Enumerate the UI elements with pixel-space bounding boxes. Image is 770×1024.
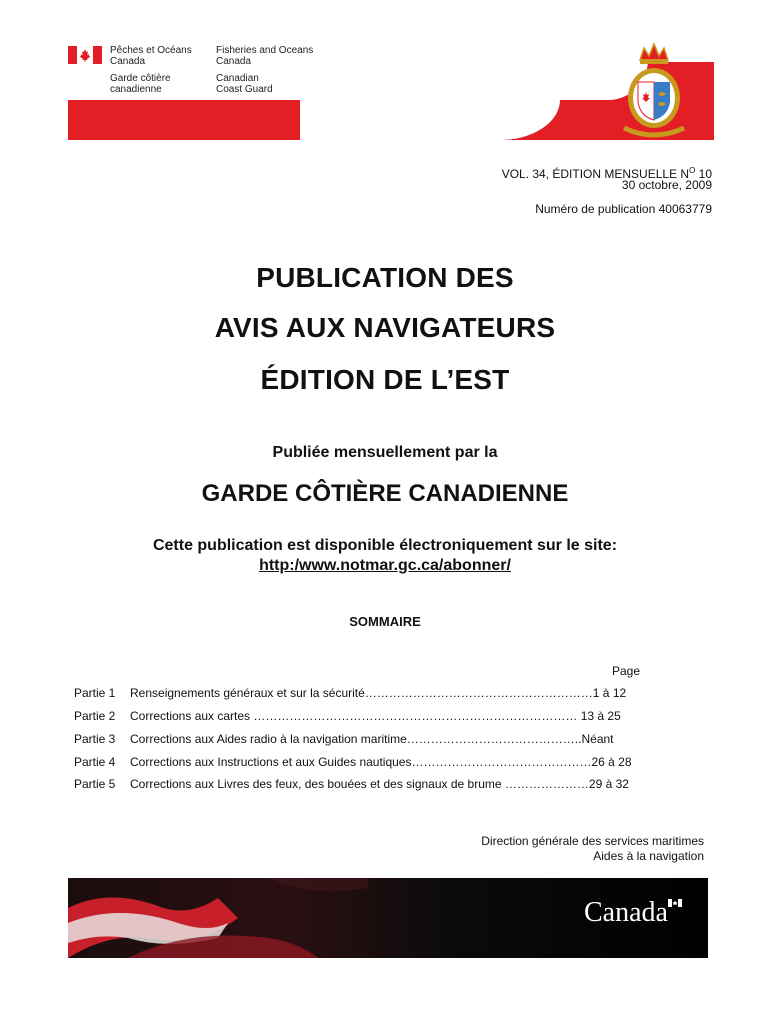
availability-text: Cette publication est disponible électroniquement sur le site: [152,537,618,554]
part-pages: Néant [581,732,614,746]
canada-wordmark: Canada [584,897,668,928]
title-line-3: ÉDITION DE L’EST [260,364,510,395]
summary-heading: SOMMAIRE [349,614,421,629]
part-label: Partie 1 [74,686,116,700]
publisher-intro: Publiée mensuellement par la [272,444,498,461]
part-label: Partie 5 [74,777,116,791]
title-line-2: AVIS AUX NAVIGATEURS [214,312,556,343]
part-pages: 26 à 28 [591,755,632,769]
dept-fr-line2: Canada [110,56,146,67]
table-row [74,777,674,793]
part-description-text: Corrections aux Aides radio à la navigation maritime…………………………………….. [130,732,582,746]
table-row [74,686,674,702]
guard-name-en [216,73,273,95]
table-row [74,755,674,771]
table-row [74,709,674,725]
part-label: Partie 2 [74,709,116,723]
canada-flag-icon [68,46,102,64]
publication-number: Numéro de publication 40063779 [535,202,712,216]
part-pages: 13 à 25 [580,709,621,723]
part-description-text: Corrections aux Livres des feux, des bouées et des signaux de brume ………………… [130,777,589,791]
guard-fr-line1: Garde côtière [110,73,171,84]
part-description [130,709,621,723]
title-line-1: PUBLICATION DES [256,262,514,293]
part-pages: 1 à 12 [592,686,627,700]
volume-number: 10 [695,167,712,181]
directorate-line-2: Aides à la navigation [593,849,704,863]
dept-en-line1: Fisheries and Oceans [216,45,314,56]
edition-date: 30 octobre, 2009 [621,178,712,192]
header-white-curve [300,40,560,140]
subscription-link[interactable]: http:/www.notmar.gc.ca/abonner/ [259,557,511,574]
guard-fr-line2: canadienne [110,84,162,95]
directorate-line-1: Direction générale des services maritimes [481,834,704,848]
dept-fr-line1: Pêches et Océans [110,45,192,56]
guard-name-fr [110,73,171,95]
part-description [130,755,632,769]
part-description [130,732,614,746]
coast-guard-crest-icon [618,42,690,142]
volume-number-sup: O [689,166,696,175]
dept-en-line2: Canada [216,56,252,67]
guard-en-line2: Coast Guard [216,84,273,95]
wordmark-flag-icon [668,899,682,907]
publisher-name: GARDE CÔTIÈRE CANADIENNE [201,480,569,507]
part-description-text: Corrections aux cartes ……………………………………………………………………… [130,709,581,723]
table-row [74,732,674,748]
page-column-label: Page [612,664,641,678]
part-description [130,686,626,700]
part-label: Partie 4 [74,755,116,769]
dept-name-fr [110,45,192,67]
part-description [130,777,629,791]
part-label: Partie 3 [74,732,116,746]
guard-en-line1: Canadian [216,73,259,84]
volume-text: VOL. 34, ÉDITION MENSUELLE N [501,167,690,181]
part-pages: 29 à 32 [588,777,629,791]
part-description-text: Renseignements généraux et sur la sécurité………………………………………………… [130,686,593,700]
dept-name-en [216,45,313,67]
part-description-text: Corrections aux Instructions et aux Guides nautiques……………………………………… [130,755,592,769]
